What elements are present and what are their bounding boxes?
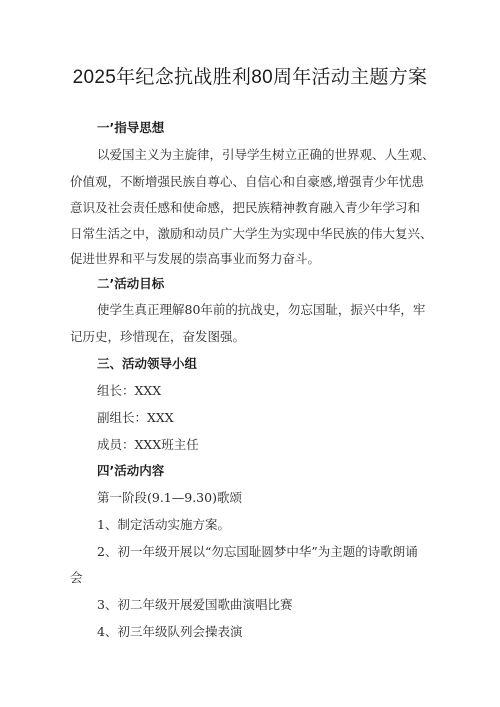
section-heading-goals: 二’活动目标: [97, 276, 165, 291]
guiding-text-line: 意识及社会责任感和使命感，把民族精神教育融入青少年学习和: [70, 200, 421, 215]
content-item: 4、初三年级队列会操表演: [97, 624, 243, 639]
guiding-text-line: 日常生活之中，激励和动员广大学生为实现中华民族的伟大复兴、: [70, 226, 433, 241]
leadership-members: 成员：XXX班主任: [97, 437, 199, 452]
content-item: 2、初一年级开展以“勿忘国耻圆梦中华”为主题的诗歌朗诵: [97, 544, 418, 559]
content-item: 1、制定活动实施方案。: [97, 517, 230, 532]
section-heading-guiding: 一’指导思想: [97, 120, 165, 135]
guiding-text-line: 促进世界和平与发展的崇高事业而努力奋斗。: [70, 251, 321, 266]
goals-text-line: 使学生真正理解80年前的抗战史，勿忘国耻，振兴中华，牢: [97, 302, 426, 317]
section-heading-leadership: 三、活动领导小组: [97, 356, 198, 371]
content-item: 3、初二年级开展爱国歌曲演唱比赛: [97, 597, 293, 612]
section-heading-content: 四’活动内容: [97, 463, 165, 478]
goals-text-line: 记历史，珍惜现在，奋发图强。: [70, 329, 246, 344]
content-phase: 第一阶段(9.1—9.30)歌颂: [97, 490, 242, 505]
leadership-leader: 组长：XXX: [97, 383, 162, 398]
leadership-deputy: 副组长：XXX: [97, 410, 174, 425]
guiding-text-line: 价值观，不断增强民族自尊心、自信心和自豪感,增强青少年忧患: [70, 174, 424, 189]
document-title: 2025年纪念抗战胜利80周年活动主题方案: [72, 67, 428, 88]
content-item-continuation: 会: [70, 570, 83, 585]
guiding-text-line: 以爱国主义为主旋律，引导学生树立正确的世界观、人生观、: [97, 147, 435, 162]
